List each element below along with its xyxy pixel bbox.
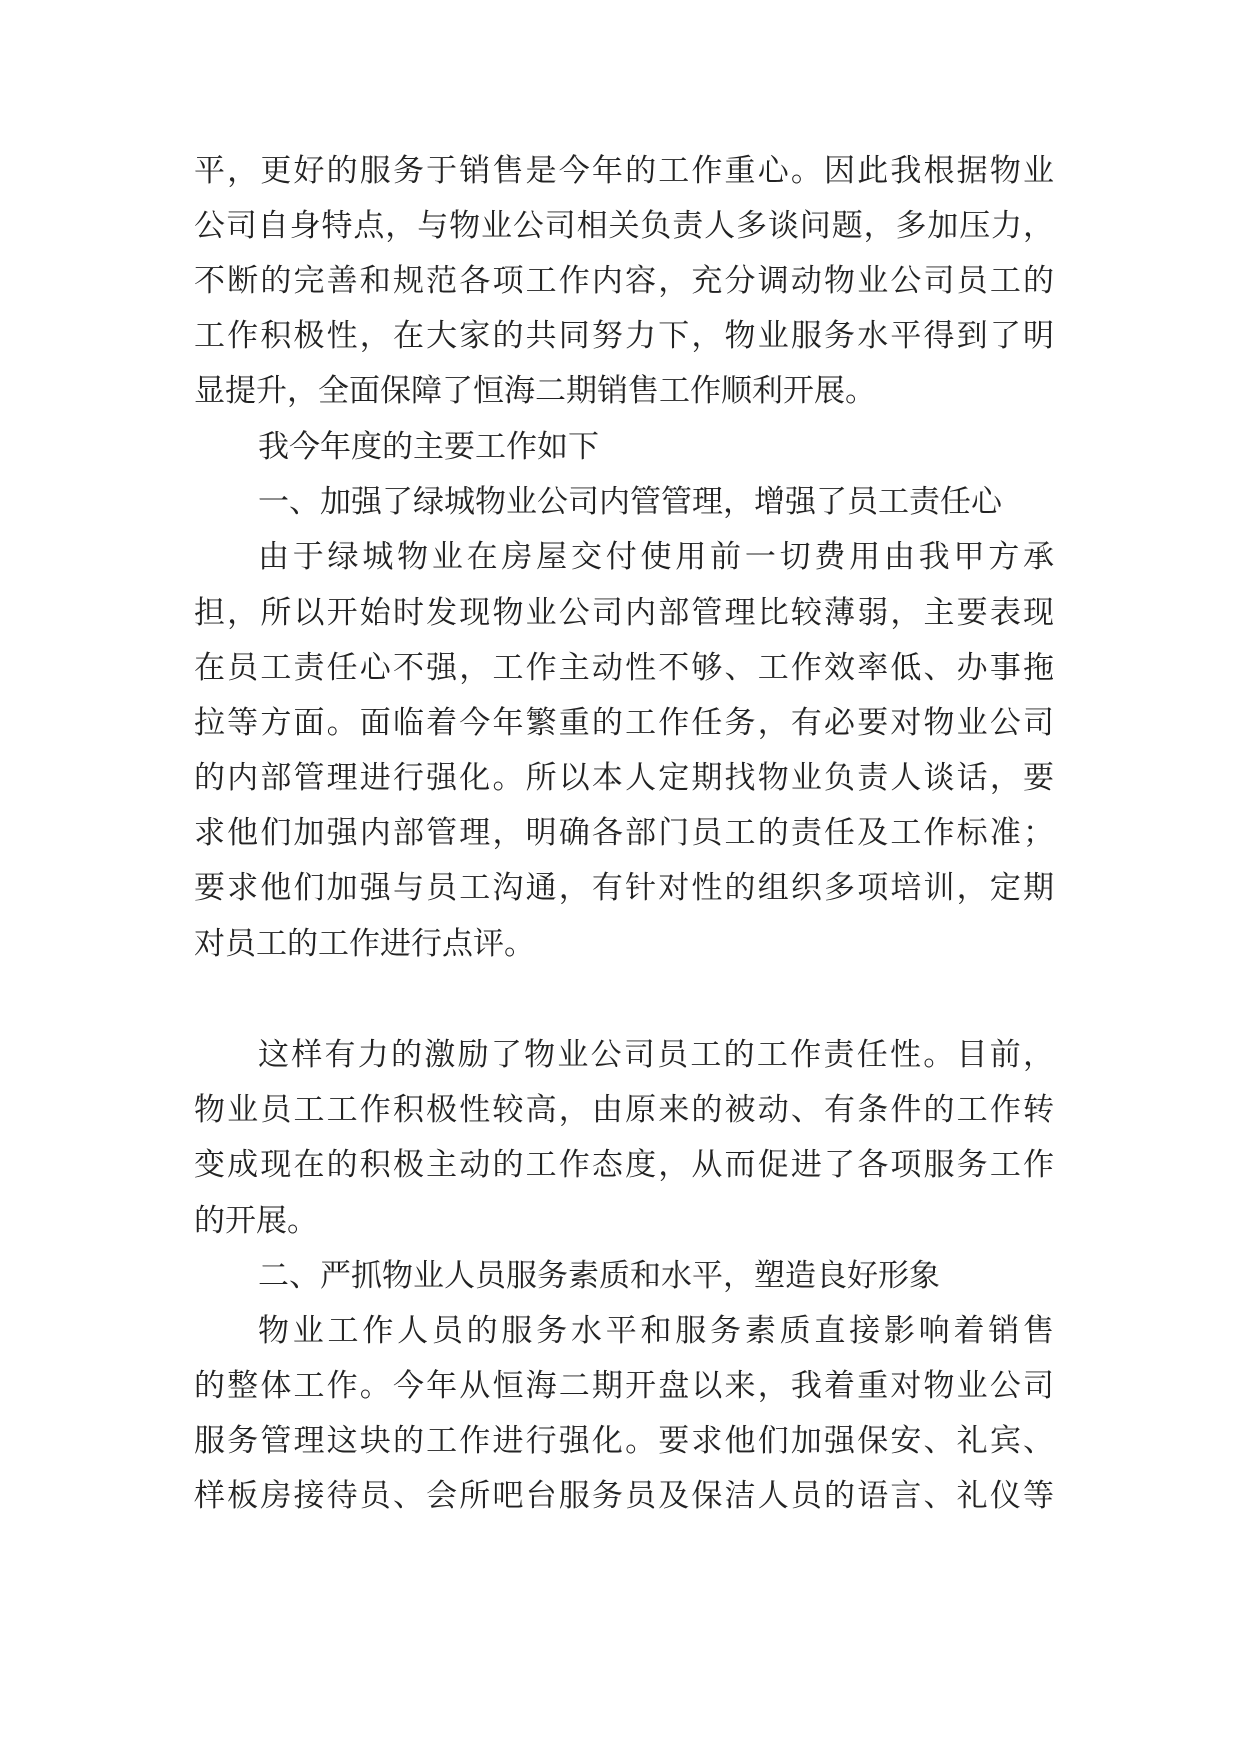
text-line: 由于绿城物业在房屋交付使用前一切费用由我甲方承 xyxy=(258,539,1054,575)
text-line: 工作积极性，在大家的共同努力下，物业服务水平得到了明 xyxy=(194,318,1054,354)
text-line: 样板房接待员、会所吧台服务员及保洁人员的语言、礼仪等 xyxy=(194,1478,1054,1514)
text-line: 在员工责任心不强，工作主动性不够、工作效率低、办事拖 xyxy=(194,650,1054,686)
text-line: 平，更好的服务于销售是今年的工作重心。因此我根据物业 xyxy=(194,153,1054,189)
text-line: 这样有力的激励了物业公司员工的工作责任性。目前， xyxy=(258,1037,1054,1073)
text-line: 显提升，全面保障了恒海二期销售工作顺利开展。 xyxy=(194,373,876,409)
text-line: 不断的完善和规范各项工作内容，充分调动物业公司员工的 xyxy=(194,263,1054,299)
text-line: 变成现在的积极主动的工作态度，从而促进了各项服务工作 xyxy=(194,1147,1054,1183)
text-line: 要求他们加强与员工沟通，有针对性的组织多项培训，定期 xyxy=(194,870,1054,906)
text-line: 物业员工工作积极性较高，由原来的被动、有条件的工作转 xyxy=(194,1092,1054,1128)
text-line: 的开展。 xyxy=(194,1203,318,1239)
text-line: 我今年度的主要工作如下 xyxy=(258,429,599,465)
text-line: 服务管理这块的工作进行强化。要求他们加强保安、礼宾、 xyxy=(194,1423,1054,1459)
text-line: 公司自身特点，与物业公司相关负责人多谈问题，多加压力， xyxy=(194,208,1054,244)
text-line: 拉等方面。面临着今年繁重的工作任务，有必要对物业公司 xyxy=(194,705,1054,741)
text-line: 的内部管理进行强化。所以本人定期找物业负责人谈话，要 xyxy=(194,760,1054,796)
text-line: 求他们加强内部管理，明确各部门员工的责任及工作标准； xyxy=(194,815,1054,851)
text-line: 物业工作人员的服务水平和服务素质直接影响着销售 xyxy=(258,1313,1054,1349)
section-heading: 一、加强了绿城物业公司内管管理，增强了员工责任心 xyxy=(258,484,1002,520)
section-heading: 二、严抓物业人员服务素质和水平，塑造良好形象 xyxy=(258,1258,940,1294)
text-line: 担，所以开始时发现物业公司内部管理比较薄弱，主要表现 xyxy=(194,595,1054,631)
text-line: 对员工的工作进行点评。 xyxy=(194,926,535,962)
text-line: 的整体工作。今年从恒海二期开盘以来，我着重对物业公司 xyxy=(194,1368,1054,1404)
